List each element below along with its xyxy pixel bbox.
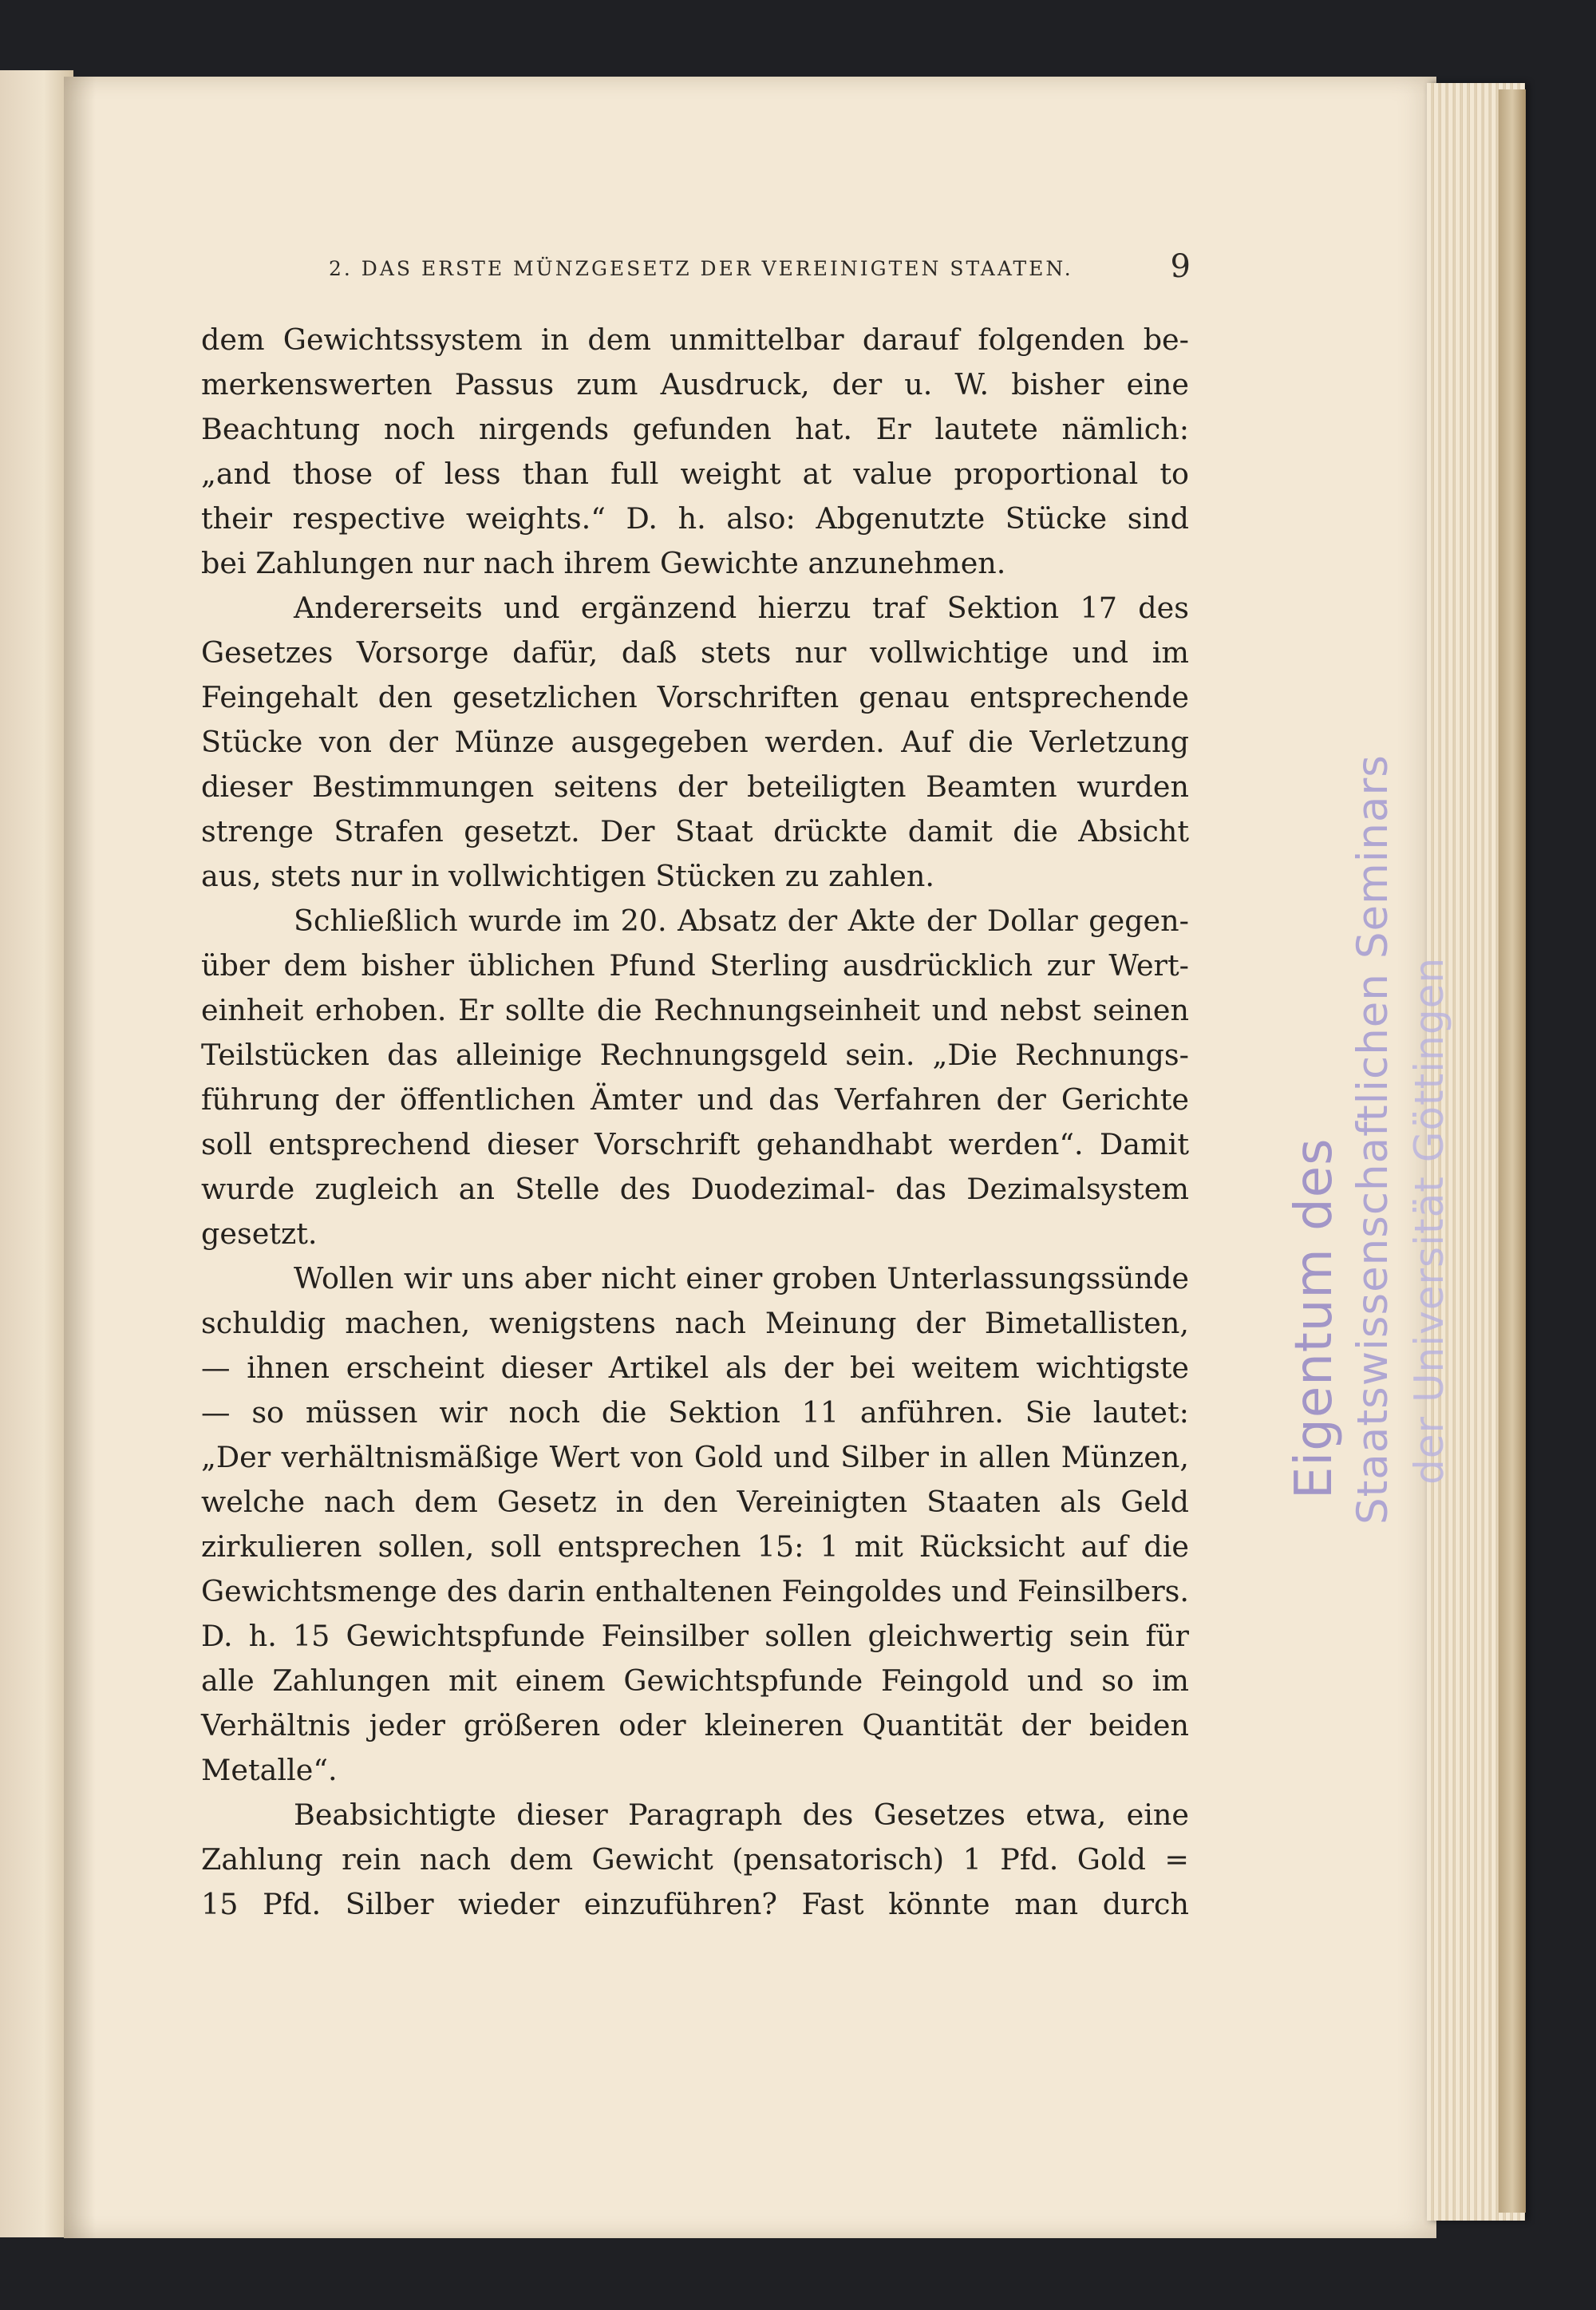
text-line: — so müssen wir noch die Sektion 11 anführen. Sie lautet: <box>201 1395 1189 1430</box>
text-line: 15 Pfd. Silber wieder einzuführen? Fast könnte man durch <box>201 1887 1189 1921</box>
text-line: bei Zahlungen nur nach ihrem Gewichte anzunehmen. <box>201 546 1006 580</box>
text-line: Wollen wir uns aber nicht einer groben Unterlassungssünde <box>294 1261 1189 1295</box>
stamp-line-owner: Eigentum des <box>1285 1137 1344 1499</box>
text-line: wurde zugleich an Stelle des Duodezimal- das Dezimalsystem <box>201 1172 1189 1206</box>
gutter-shadow <box>64 77 96 2238</box>
text-line: Metalle“. <box>201 1753 338 1787</box>
text-line: gesetzt. <box>201 1216 318 1251</box>
body-text <box>201 318 1189 1927</box>
text-line: über dem bisher üblichen Pfund Sterling ausdrücklich zur Wert- <box>201 948 1189 983</box>
text-line: einheit erhoben. Er sollte die Rechnungseinheit und nebst seinen <box>201 993 1189 1027</box>
text-line: Andererseits und ergänzend hierzu traf Sektion 17 des <box>294 591 1189 625</box>
text-line: — ihnen erscheint dieser Artikel als der bei weitem wichtigste <box>201 1351 1189 1385</box>
page-edge-shadow <box>1499 89 1526 2213</box>
text-line: führung der öffentlichen Ämter und das Verfahren der Gerichte <box>201 1082 1189 1117</box>
text-line: Teilstücken das alleinige Rechnungsgeld sein. „Die Rechnungs- <box>201 1038 1189 1072</box>
text-line: soll entsprechend dieser Vorschrift gehandhabt werden“. Damit <box>201 1127 1189 1161</box>
running-head: 2. DAS ERSTE MÜNZGESETZ DER VEREINIGTEN STAATEN. <box>329 257 1073 280</box>
text-line: Stücke von der Münze ausgegeben werden. Auf die Verletzung <box>201 725 1189 759</box>
text-line: „and those of less than full weight at value proportional to <box>201 457 1189 491</box>
text-line: Gewichtsmenge des darin enthaltenen Feingoldes und Feinsilbers. <box>201 1574 1189 1608</box>
paragraph-beabsichtigte <box>201 1793 1189 1927</box>
text-line: dieser Bestimmungen seitens der beteiligten Beamten wurden <box>201 769 1189 804</box>
text-line: D. h. 15 Gewichtspfunde Feinsilber sollen gleichwertig sein für <box>201 1619 1189 1653</box>
text-line: Feingehalt den gesetzlichen Vorschriften genau entsprechende <box>201 680 1189 714</box>
text-line: schuldig machen, wenigstens nach Meinung der Bimetallisten, <box>201 1306 1189 1340</box>
text-line: strenge Strafen gesetzt. Der Staat drückte damit die Absicht <box>201 814 1189 848</box>
library-stamp <box>1191 754 1454 1525</box>
text-line: Zahlung rein nach dem Gewicht (pensatorisch) 1 Pfd. Gold = <box>201 1842 1189 1877</box>
facing-page-edge <box>0 70 73 2237</box>
text-line: zirkulieren sollen, soll entsprechen 15: 1 mit Rücksicht auf die <box>201 1529 1189 1564</box>
text-line: welche nach dem Gesetz in den Vereinigten Staaten als Geld <box>201 1485 1189 1519</box>
stamp-line-university: der Universität Göttingen <box>1406 956 1452 1485</box>
text-line: merkenswerten Passus zum Ausdruck, der u. W. bisher eine <box>201 367 1189 401</box>
paragraph-gewichtssystem <box>201 318 1189 586</box>
page-number: 9 <box>1170 248 1191 285</box>
stamp-line-seminar: Staatswissenschaftlichen Seminars <box>1349 754 1397 1525</box>
text-line: aus, stets nur in vollwichtigen Stücken zu zahlen. <box>201 859 934 893</box>
text-line: dem Gewichtssystem in dem unmittelbar darauf folgenden be- <box>201 322 1189 357</box>
paragraph-sektion-11 <box>201 1256 1189 1793</box>
page-header <box>201 248 1191 291</box>
paragraph-dollar <box>201 899 1189 1256</box>
text-line: Gesetzes Vorsorge dafür, daß stets nur vollwichtige und im <box>201 635 1189 670</box>
text-line: their respective weights.“ D. h. also: Abgenutzte Stücke sind <box>201 501 1189 536</box>
text-line: „Der verhältnismäßige Wert von Gold und Silber in allen Münzen, <box>201 1440 1189 1474</box>
text-line: Verhältnis jeder größeren oder kleineren Quantität der beiden <box>201 1708 1189 1742</box>
text-line: Beabsichtigte dieser Paragraph des Gesetzes etwa, eine <box>294 1798 1189 1832</box>
paragraph-sektion-17 <box>201 586 1189 899</box>
text-line: Schließlich wurde im 20. Absatz der Akte der Dollar gegen- <box>294 904 1189 938</box>
text-line: alle Zahlungen mit einem Gewichtspfunde Feingold und so im <box>201 1663 1189 1698</box>
text-line: Beachtung noch nirgends gefunden hat. Er lautete nämlich: <box>201 412 1189 446</box>
